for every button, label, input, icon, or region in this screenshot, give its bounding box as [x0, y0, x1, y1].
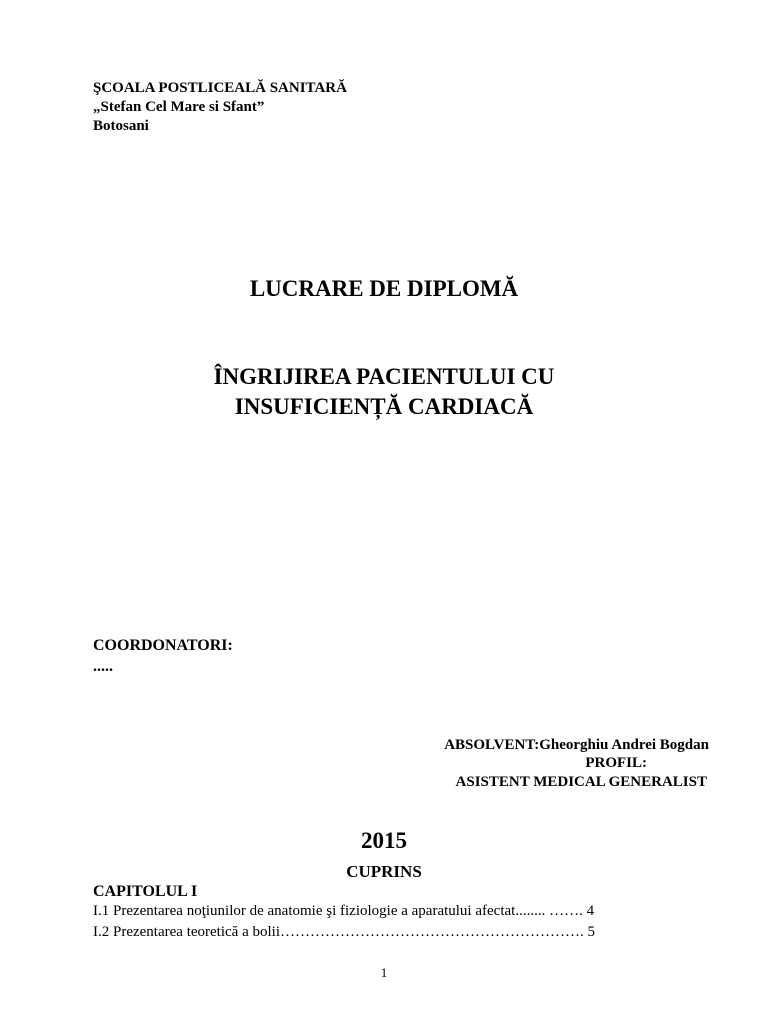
coordinators-value: ..... [93, 658, 113, 675]
page-number: 1 [380, 965, 388, 980]
school-city: Botosani [93, 118, 149, 134]
contents-entry: I.2 Prezentarea teoretică a bolii……………………………………………………. 5 [93, 924, 595, 940]
graduate-line: ABSOLVENT:Gheorghiu Andrei Bogdan [444, 737, 709, 753]
school-name: ŞCOALA POSTLICEALĂ SANITARĂ [93, 80, 347, 96]
document-title-line2: INSUFICIENȚĂ CARDIACĂ [234, 394, 534, 419]
profile-label: PROFIL: [585, 755, 647, 771]
chapter-heading: CAPITOLUL I [93, 883, 198, 900]
document-type: LUCRARE DE DIPLOMĂ [249, 276, 519, 301]
profile-value: ASISTENT MEDICAL GENERALIST [455, 774, 707, 790]
school-quoted-name: „Stefan Cel Mare si Sfant” [93, 99, 265, 115]
document-title-line1: ÎNGRIJIREA PACIENTULUI CU [213, 364, 555, 389]
contents-heading: CUPRINS [346, 862, 422, 881]
year: 2015 [361, 828, 407, 853]
coordinators-label: COORDONATORI: [93, 637, 233, 654]
contents-entry: I.1 Prezentarea noţiunilor de anatomie şi fiziologie a aparatului afectat........ ……. 4 [93, 903, 595, 919]
